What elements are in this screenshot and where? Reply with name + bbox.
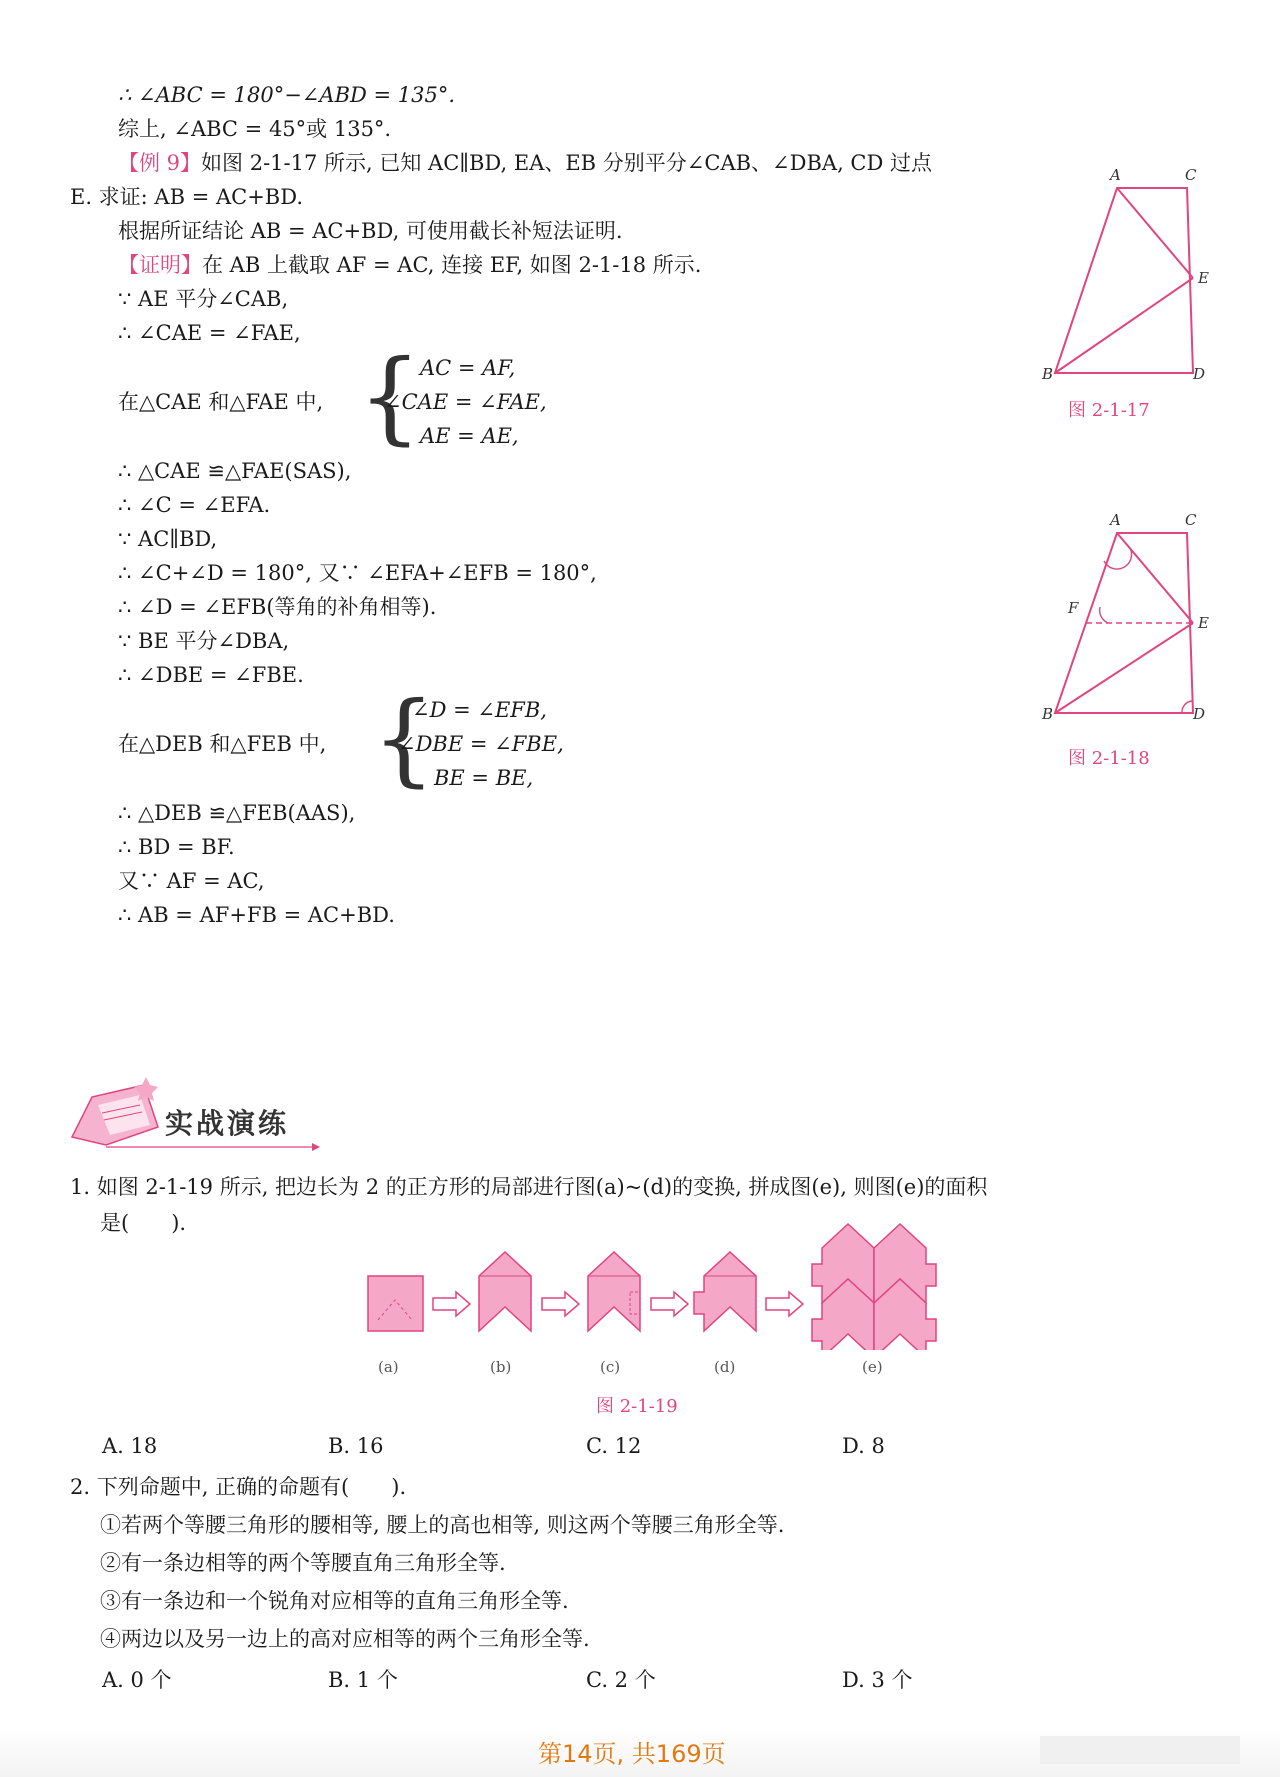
solution-line: 综上, ∠ABC = 45°或 135°. xyxy=(118,117,392,141)
proof-line: ∴ ∠DBE = ∠FBE. xyxy=(118,663,304,687)
point-label: A xyxy=(1110,511,1121,529)
point-label: C xyxy=(1185,511,1197,529)
point-label: B xyxy=(1042,705,1054,723)
figure-2-1-18 xyxy=(1040,505,1240,730)
sub-figure-label: (b) xyxy=(490,1358,512,1376)
question-line: 2. 下列命题中, 正确的命题有( ). xyxy=(70,1475,407,1499)
answer-option: C. 12 xyxy=(586,1434,642,1458)
point-label: D xyxy=(1193,705,1206,723)
proof-line: ∴ △CAE ≌△FAE(SAS), xyxy=(118,459,352,483)
proof-line: ∴ ∠C = ∠EFA. xyxy=(118,493,271,517)
analysis-line: 根据所证结论 AB = AC+BD, 可使用截长补短法证明. xyxy=(118,219,623,243)
page-indicator: 第14页, 共169页 xyxy=(538,1740,726,1768)
proof-line: ∴ ∠C+∠D = 180°, 又∵ ∠EFA+∠EFB = 180°, xyxy=(118,561,597,585)
point-label: B xyxy=(1042,365,1054,383)
question-line: 是( ). xyxy=(100,1211,187,1235)
statement-line: ②有一条边相等的两个等腰直角三角形全等. xyxy=(100,1551,506,1575)
system-line: AC = AF, xyxy=(420,356,516,380)
sub-figure-label: (e) xyxy=(862,1358,883,1376)
system-label: 在△CAE 和△FAE 中, xyxy=(118,390,324,414)
sub-figure-label: (a) xyxy=(378,1358,399,1376)
system-label: 在△DEB 和△FEB 中, xyxy=(118,732,327,756)
statement-line: ①若两个等腰三角形的腰相等, 腰上的高也相等, 则这两个等腰三角形全等. xyxy=(100,1513,785,1537)
sub-figure-label: (d) xyxy=(714,1358,736,1376)
answer-option: B. 16 xyxy=(328,1434,384,1458)
system-line: ∠DBE = ∠FBE, xyxy=(398,732,564,756)
proof-line: ∴ ∠CAE = ∠FAE, xyxy=(118,321,301,345)
figure-2-1-17 xyxy=(1040,160,1240,385)
proof-line: ∴ ∠D = ∠EFB(等角的补角相等). xyxy=(118,595,437,619)
point-label: E xyxy=(1198,614,1209,632)
answer-option: D. 3 个 xyxy=(842,1668,913,1692)
point-label: F xyxy=(1068,599,1079,617)
system-line: ∠CAE = ∠FAE, xyxy=(384,390,547,414)
sub-figure-label: (c) xyxy=(600,1358,621,1376)
answer-option: C. 2 个 xyxy=(586,1668,656,1692)
question-line: 1. 如图 2-1-19 所示, 把边长为 2 的正方形的局部进行图(a)~(d)的变换, 拼成图(e), 则图(e)的面积 xyxy=(70,1175,988,1199)
proof-line xyxy=(118,250,701,280)
left-brace: { xyxy=(358,338,422,455)
figure-caption: 图 2-1-19 xyxy=(596,1396,678,1417)
system-line: ∠D = ∠EFB, xyxy=(412,698,547,722)
system-line: AE = AE, xyxy=(420,424,519,448)
point-label: E xyxy=(1198,269,1209,287)
statement-line: ③有一条边和一个锐角对应相等的直角三角形全等. xyxy=(100,1589,569,1613)
statement-line: ④两边以及另一边上的高对应相等的两个三角形全等. xyxy=(100,1627,590,1651)
figure-2-1-19 xyxy=(360,1210,950,1350)
answer-option: A. 0 个 xyxy=(102,1668,172,1692)
point-label: D xyxy=(1193,365,1206,383)
proof-tag: 【证明】 xyxy=(118,253,202,277)
point-label: A xyxy=(1110,166,1121,184)
scroll-controls[interactable] xyxy=(1040,1736,1240,1764)
solution-line: ∴ ∠ABC = 180°−∠ABD = 135°. xyxy=(118,83,456,107)
example-line: E. 求证: AB = AC+BD. xyxy=(70,185,303,209)
proof-line: 又∵ AF = AC, xyxy=(118,869,265,893)
example-line xyxy=(118,148,932,178)
point-label: C xyxy=(1185,166,1197,184)
answer-option: D. 8 xyxy=(842,1434,885,1458)
proof-line: ∴ AB = AF+FB = AC+BD. xyxy=(118,903,395,927)
proof-line: ∴ △DEB ≌△FEB(AAS), xyxy=(118,801,356,825)
left-brace: { xyxy=(372,680,436,797)
proof-text: 在 AB 上截取 AF = AC, 连接 EF, 如图 2-1-18 所示. xyxy=(202,253,702,277)
answer-option: B. 1 个 xyxy=(328,1668,398,1692)
answer-option: A. 18 xyxy=(102,1434,158,1458)
system-line: BE = BE, xyxy=(434,766,534,790)
example-tag: 【例 9】 xyxy=(118,151,202,175)
figure-caption: 图 2-1-17 xyxy=(1068,400,1150,421)
section-title: 实战演练 xyxy=(165,1107,290,1140)
figure-caption: 图 2-1-18 xyxy=(1068,748,1150,769)
proof-line: ∵ BE 平分∠DBA, xyxy=(118,629,290,653)
example-text: 如图 2-1-17 所示, 已知 AC∥BD, EA、EB 分别平分∠CAB、∠DBA, CD 过点 xyxy=(201,151,933,175)
proof-line: ∴ BD = BF. xyxy=(118,835,235,859)
proof-line: ∵ AE 平分∠CAB, xyxy=(118,287,289,311)
proof-line: ∵ AC∥BD, xyxy=(118,527,218,551)
